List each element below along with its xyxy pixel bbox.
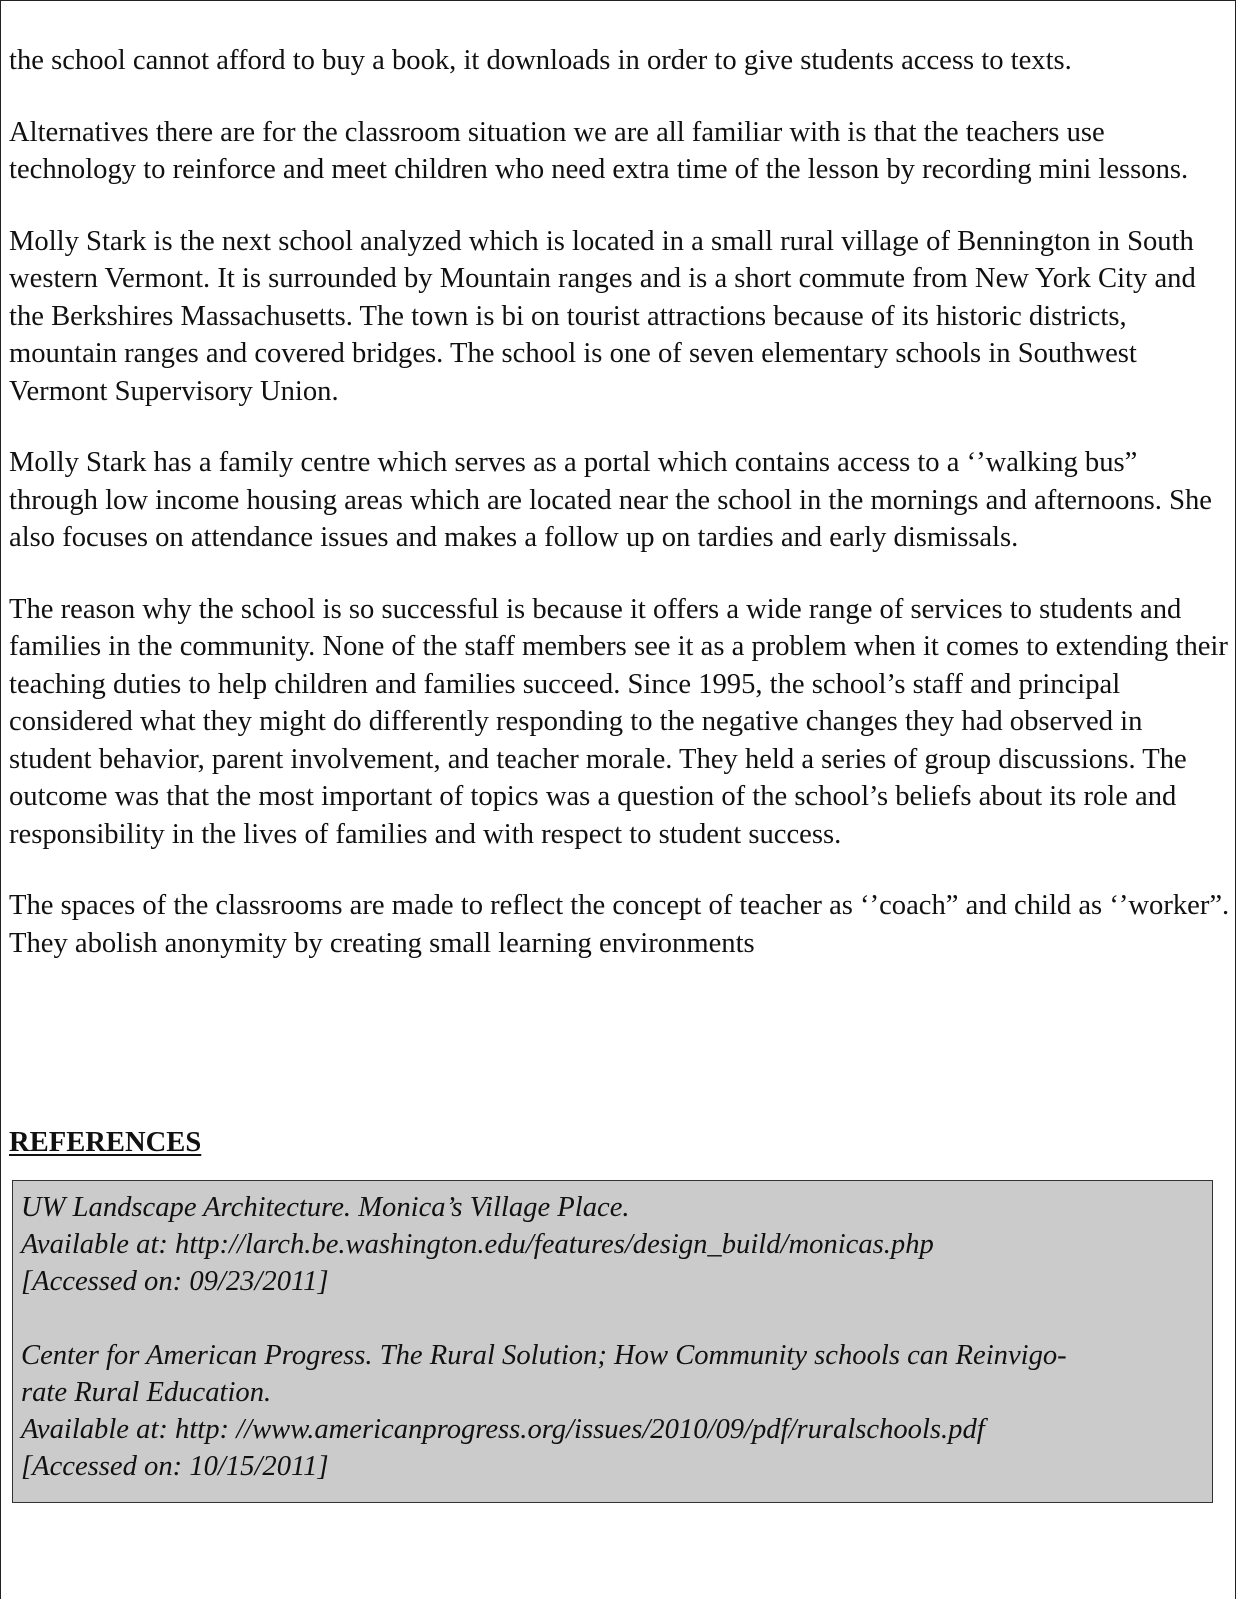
reference-available-link[interactable]: Available at: http://larch.be.washington.edu/features/design_build/monicas.php <box>21 1229 934 1260</box>
reference-entry <box>21 1337 1204 1485</box>
paragraph-family-centre: Molly Stark has a family centre which serves as a portal which contains access to a ‘’walking bus” through low income housing areas which are located near the school in the mornings and afternoons. She also focuses on attendance issues and makes a follow up on tardies and early dismissals. <box>9 447 1212 553</box>
reference-title-continued: rate Rural Education. <box>21 1377 272 1408</box>
reference-title: UW Landscape Architecture. Monica’s Village Place. <box>21 1192 630 1223</box>
paragraph-school-success: The reason why the school is so successful is because it offers a wide range of services to students and families in the community. None of the staff members see it as a problem when it comes to extending their teaching duties to help children and families succeed. Since 1995, the school’s staff and principal considered what they might do differently responding to the negative changes they had observed in student behavior, parent involvement, and teacher morale. They held a series of group discussions. The outcome was that the most important of topics was a question of the school’s beliefs about its role and responsibility in the lives of families and with respect to student success. <box>9 593 1228 850</box>
paragraph-continuation: the school cannot afford to buy a book, it downloads in order to give students access to texts. <box>9 45 1072 76</box>
reference-title: Center for American Progress. The Rural Solution; How Community schools can Reinvigo- <box>21 1340 1067 1371</box>
references-heading: REFERENCES <box>9 1127 202 1158</box>
paragraph-molly-stark-location: Molly Stark is the next school analyzed which is located in a small rural village of Bennington in South western Vermont. It is surrounded by Mountain ranges and is a short commute from New York City and the Berkshires Massachusetts. The town is bi on tourist attractions because of its historic districts, mountain ranges and covered bridges. The school is one of seven elementary schools in Southwest Vermont Supervisory Union. <box>9 225 1196 407</box>
body-text <box>9 42 1231 996</box>
reference-accessed-date: [Accessed on: 09/23/2011] <box>21 1266 329 1297</box>
paragraph-alternatives: Alternatives there are for the classroom situation we are all familiar with is that the teachers use technology to reinforce and meet children who need extra time of the lesson by recording mini lessons. <box>9 116 1189 185</box>
references-box <box>12 1180 1213 1503</box>
paragraph-classroom-spaces: The spaces of the classrooms are made to reflect the concept of teacher as ‘’coach” and child as ‘’worker”. They abolish anonymity by creating small learning environments <box>9 890 1230 959</box>
reference-accessed-date: [Accessed on: 10/15/2011] <box>21 1451 329 1482</box>
reference-available-link[interactable]: Available at: http: //www.americanprogress.org/issues/2010/09/pdf/ruralschools.pdf <box>21 1414 985 1445</box>
reference-entry <box>21 1189 1204 1300</box>
